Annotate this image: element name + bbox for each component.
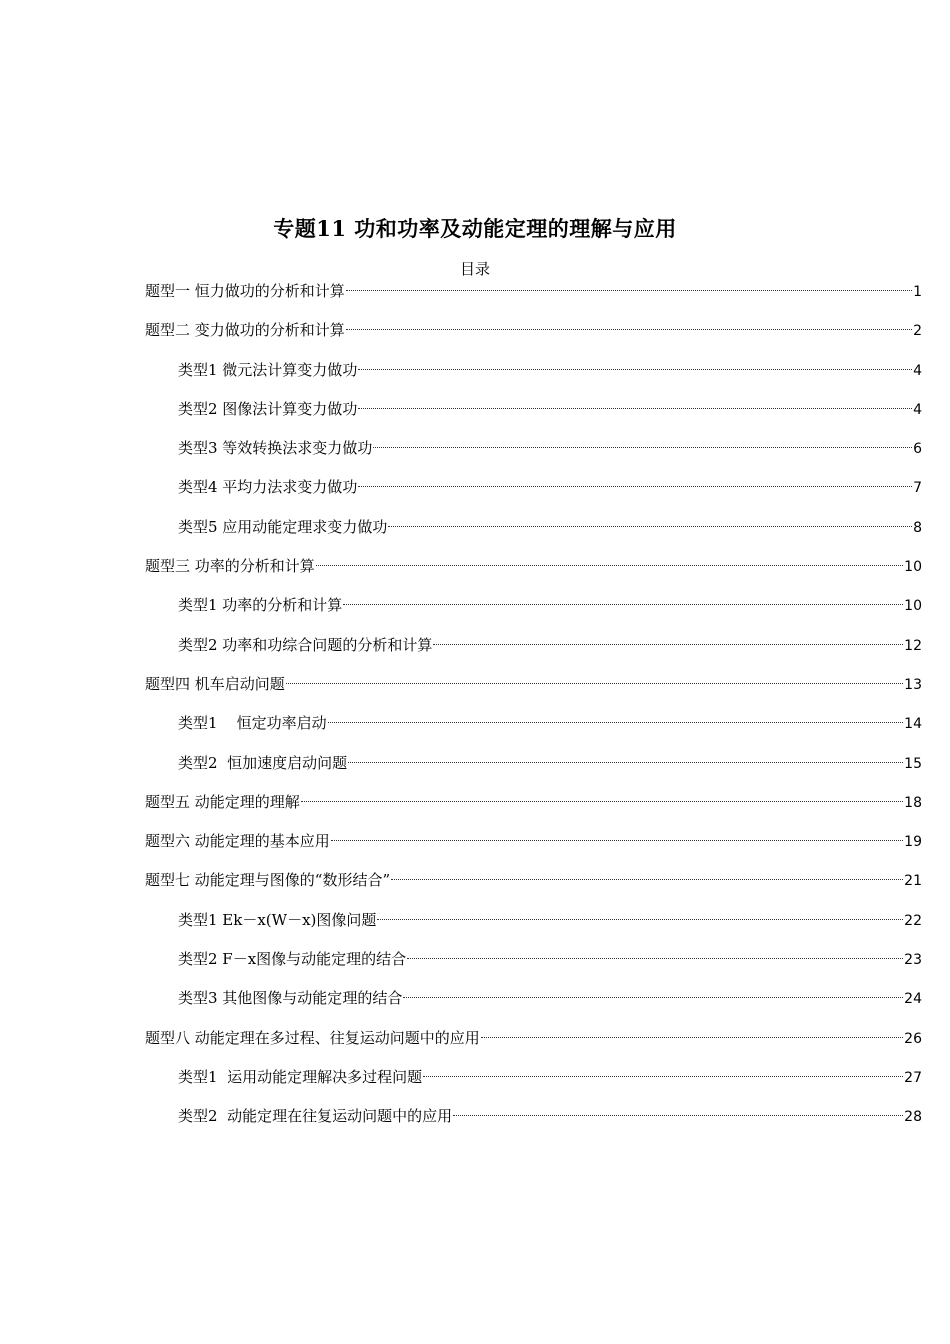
toc-leader-dots — [301, 801, 903, 802]
toc-page-number: 24 — [904, 991, 922, 1008]
toc-entry[interactable] — [145, 515, 922, 554]
toc-page-number: 1 — [913, 284, 922, 300]
toc-page-number: 12 — [904, 637, 922, 654]
toc-entry-label: 类型2 F－x图像与动能定理的结合 — [178, 950, 407, 969]
toc-page-number: 22 — [904, 912, 922, 929]
toc-leader-dots — [316, 565, 903, 566]
toc-entry-label: 类型3 其他图像与动能定理的结合 — [178, 989, 403, 1008]
toc-entry[interactable] — [145, 1104, 922, 1143]
toc-page-number: 28 — [904, 1109, 922, 1126]
toc-page-number: 10 — [904, 559, 922, 576]
toc-entry[interactable] — [145, 397, 922, 436]
toc-leader-dots — [358, 369, 912, 370]
toc-entry[interactable] — [145, 554, 922, 593]
toc-leader-dots — [481, 1037, 903, 1038]
toc-page-number: 21 — [904, 873, 922, 890]
toc-entry-label: 题型八 动能定理在多过程、往复运动问题中的应用 — [145, 1028, 480, 1047]
toc-entry[interactable] — [145, 672, 922, 711]
toc-page-number: 7 — [913, 480, 922, 497]
toc-entry-label: 类型1 Ek－x(W－x)图像问题 — [178, 910, 377, 929]
toc-page-number: 15 — [904, 755, 922, 772]
toc-leader-dots — [391, 879, 903, 880]
toc-entry-label: 类型5 应用动能定理求变力做功 — [178, 517, 388, 536]
toc-entry[interactable] — [145, 790, 922, 829]
document-title: 专题11 功和功率及动能定理的理解与应用 — [273, 216, 677, 241]
toc-entry-label: 类型4 平均力法求变力做功 — [178, 478, 358, 497]
toc-leader-dots — [346, 329, 912, 330]
toc-page-number: 18 — [904, 794, 922, 811]
toc-leader-dots — [348, 762, 903, 763]
toc-entry-label: 题型二 变力做功的分析和计算 — [145, 321, 345, 340]
toc-leader-dots — [433, 644, 903, 645]
toc-page-number: 10 — [904, 598, 922, 615]
toc-entry[interactable] — [145, 633, 922, 672]
toc-entry[interactable] — [145, 751, 922, 790]
toc-entry-label: 类型3 等效转换法求变力做功 — [178, 439, 373, 458]
toc-entry[interactable] — [145, 358, 922, 397]
toc-page-number: 4 — [913, 401, 922, 418]
toc-entry[interactable] — [145, 318, 922, 357]
toc-entry-label: 类型1 恒定功率启动 — [178, 714, 327, 733]
toc-leader-dots — [328, 722, 904, 723]
toc-entry-label: 类型2 功率和功综合问题的分析和计算 — [178, 635, 433, 654]
toc-entry[interactable] — [145, 986, 922, 1025]
toc-page-number: 13 — [904, 676, 922, 693]
toc-entry-label: 类型1 运用动能定理解决多过程问题 — [178, 1067, 423, 1086]
toc-entry-label: 类型1 微元法计算变力做功 — [178, 360, 358, 379]
toc-entry[interactable] — [145, 593, 922, 632]
toc-leader-dots — [358, 408, 912, 409]
toc-heading: 目录 — [459, 260, 490, 278]
toc-entry-label: 类型2 动能定理在往复运动问题中的应用 — [178, 1107, 453, 1126]
toc-entry-label: 题型三 功率的分析和计算 — [145, 557, 315, 576]
toc-leader-dots — [453, 1115, 903, 1116]
toc-leader-dots — [343, 604, 903, 605]
toc-leader-dots — [346, 290, 912, 291]
toc-page-number: 19 — [904, 834, 922, 851]
toc-entry[interactable] — [145, 279, 922, 318]
toc-leader-dots — [403, 997, 903, 998]
toc-entry[interactable] — [145, 1026, 922, 1065]
toc-entry[interactable] — [145, 908, 922, 947]
toc-leader-dots — [423, 1076, 903, 1077]
toc-entry-label: 类型1 功率的分析和计算 — [178, 596, 343, 615]
toc-leader-dots — [407, 958, 903, 959]
toc-entry-label: 题型六 动能定理的基本应用 — [145, 832, 330, 851]
toc-leader-dots — [373, 447, 912, 448]
toc-entry-label: 题型七 动能定理与图像的“数形结合” — [145, 871, 391, 890]
toc-leader-dots — [358, 486, 912, 487]
toc-page-number: 23 — [904, 952, 922, 969]
toc-entry-label: 类型2 图像法计算变力做功 — [178, 399, 358, 418]
toc-page-number: 4 — [913, 362, 922, 379]
toc-entry-label: 题型五 动能定理的理解 — [145, 792, 300, 811]
toc-page-number: 2 — [913, 323, 922, 340]
toc-entry-label: 题型四 机车启动问题 — [145, 674, 285, 693]
toc-entry[interactable] — [145, 868, 922, 907]
toc-leader-dots — [286, 683, 903, 684]
toc-entry-label: 类型2 恒加速度启动问题 — [178, 753, 348, 772]
toc-entry[interactable] — [145, 436, 922, 475]
toc-leader-dots — [388, 526, 912, 527]
toc-page-number: 27 — [904, 1069, 922, 1086]
toc-page-number: 26 — [904, 1030, 922, 1047]
toc-leader-dots — [331, 840, 903, 841]
toc-entry[interactable] — [145, 829, 922, 868]
toc-entry[interactable] — [145, 1065, 922, 1104]
toc-leader-dots — [377, 919, 903, 920]
toc-page-number: 8 — [913, 519, 922, 536]
toc-page-number: 6 — [913, 441, 922, 458]
toc-page-number: 14 — [904, 716, 922, 733]
toc-entry[interactable] — [145, 475, 922, 514]
toc-entry[interactable] — [145, 947, 922, 986]
toc-entry-label: 题型一 恒力做功的分析和计算 — [145, 282, 345, 300]
table-of-contents — [145, 279, 922, 1144]
toc-entry[interactable] — [145, 711, 922, 750]
